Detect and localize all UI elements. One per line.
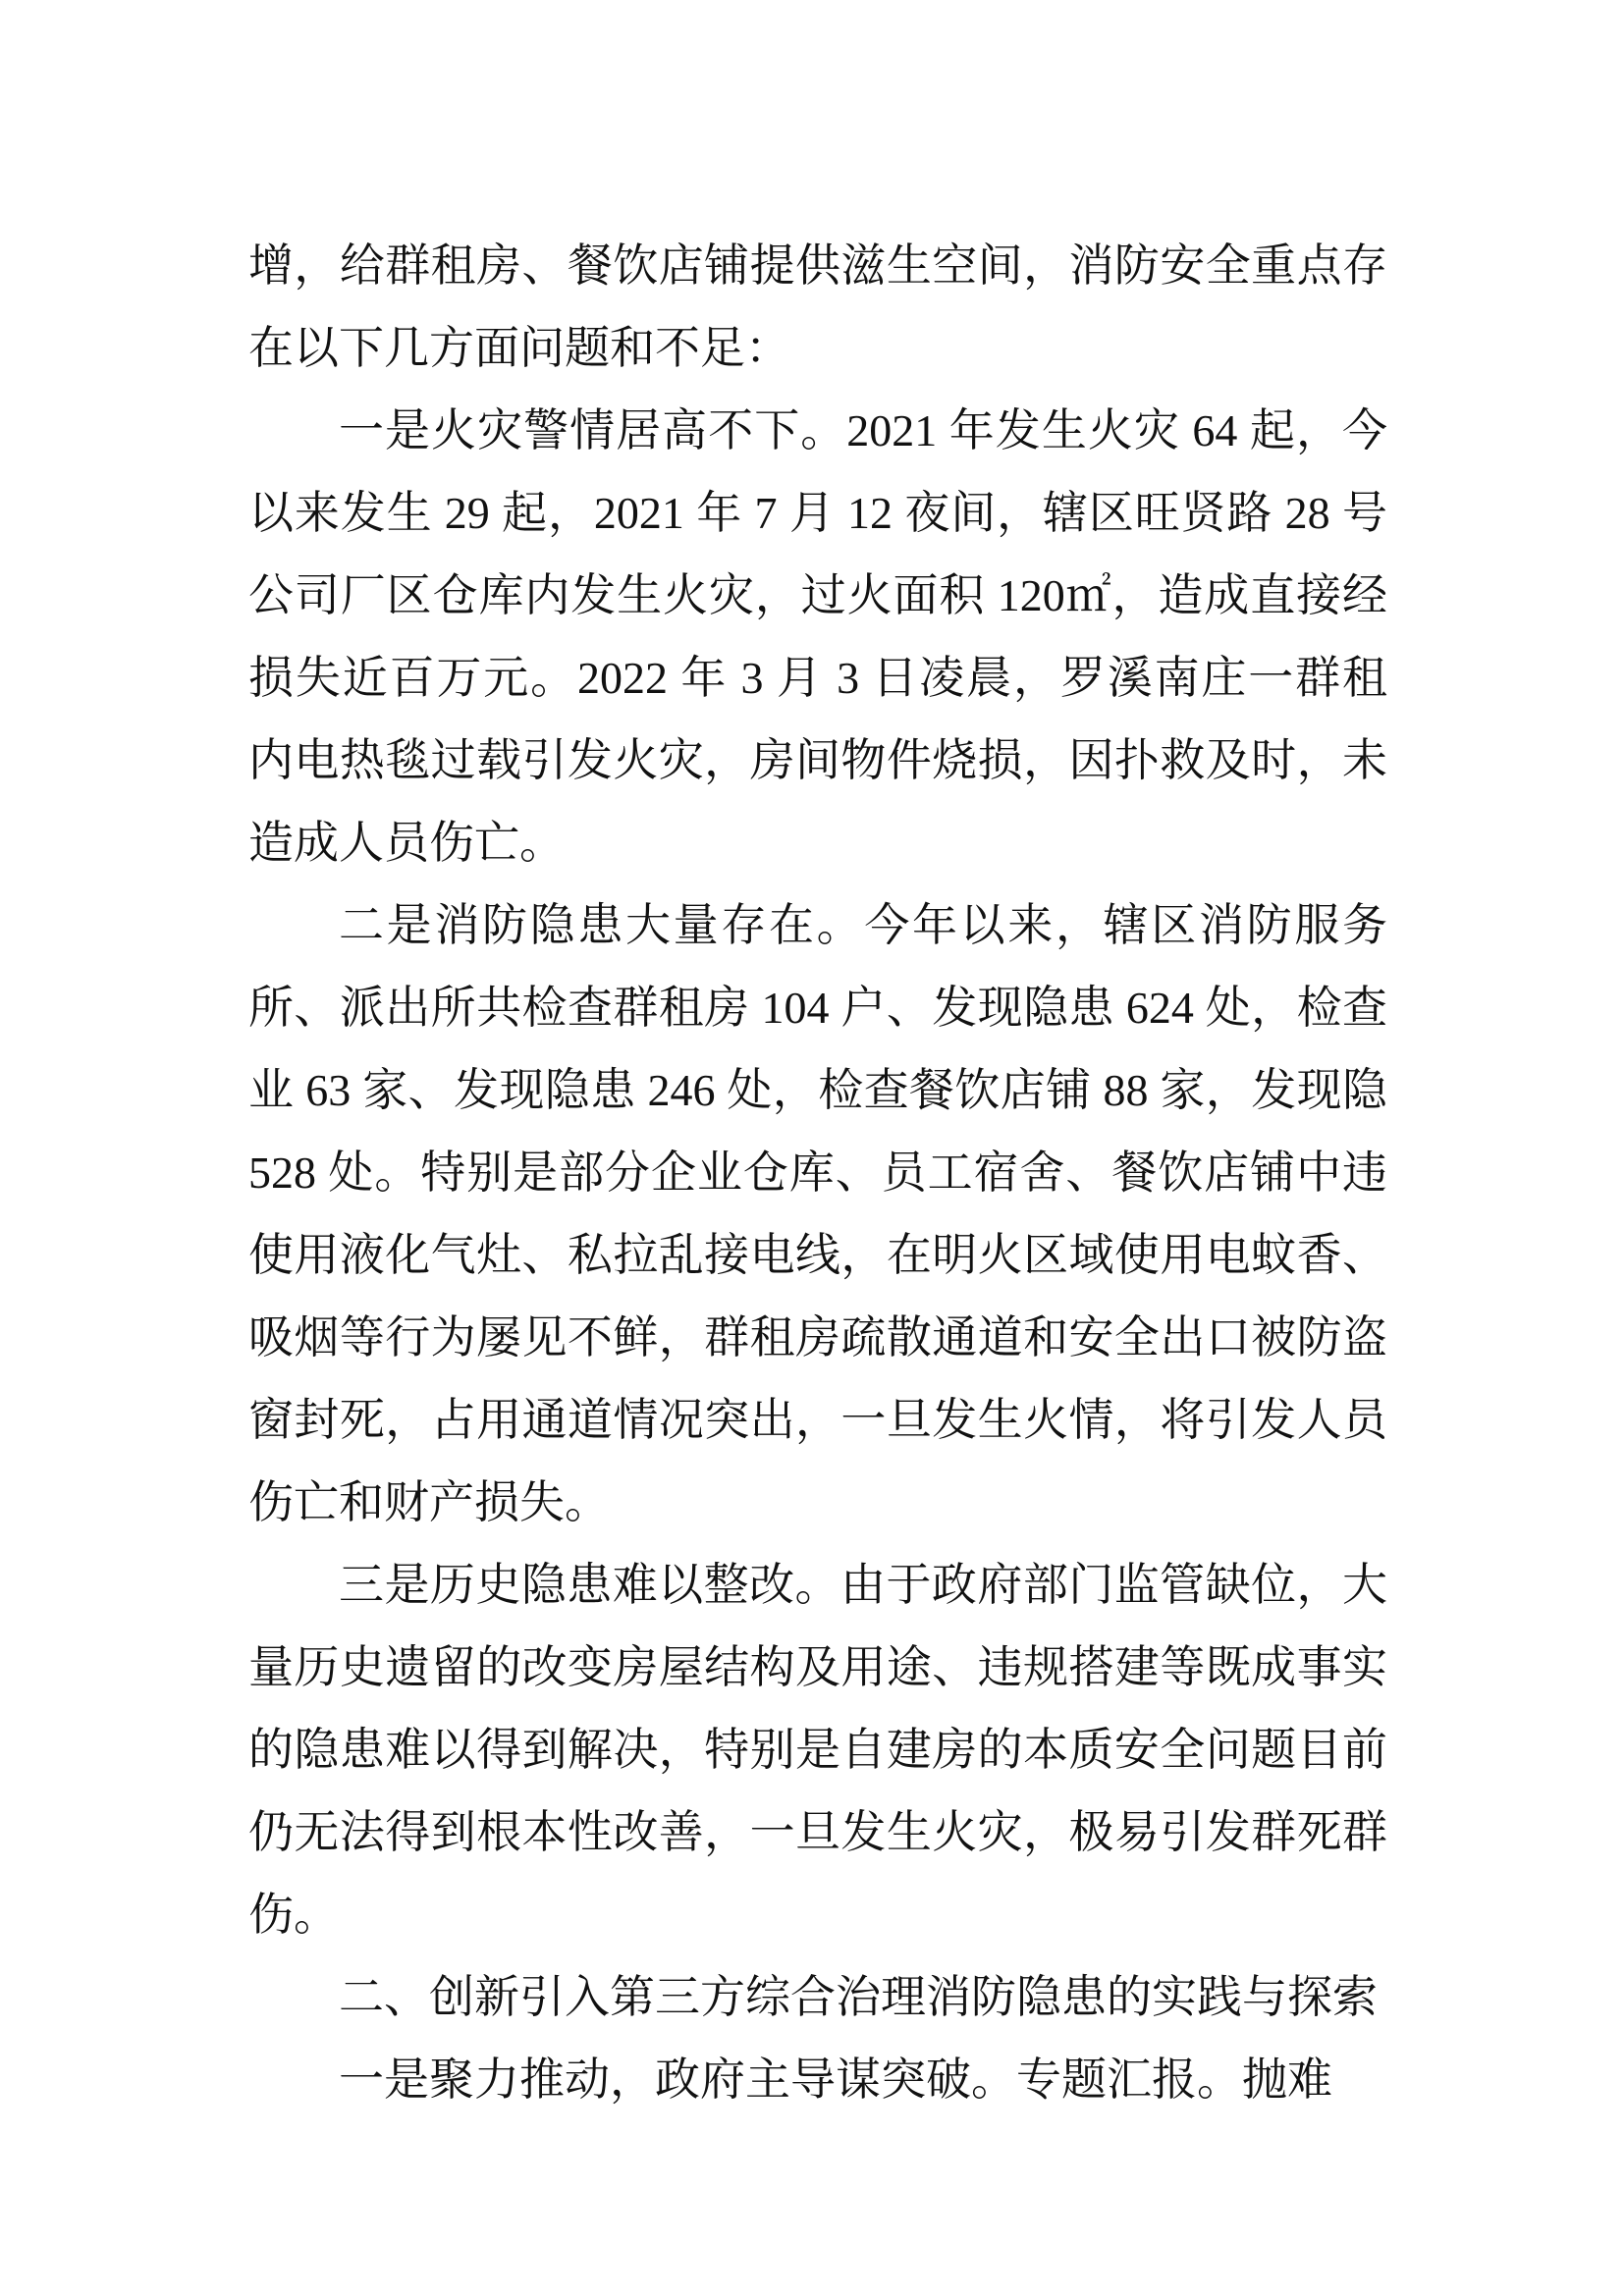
text-line: 二是消防隐患大量存在。今年以来，辖区消防服务 — [339, 900, 1387, 950]
text-line: 三是历史隐患难以整改。由于政府部门监管缺位，大 — [339, 1560, 1387, 1610]
document-body — [248, 225, 1387, 2121]
text-line: 仍无法得到根本性改善，一旦发生火灾，极易引发群死群 — [248, 1807, 1387, 1857]
text-line: 公司厂区仓库内发生火灾，过火面积 120㎡，造成直接经 — [248, 570, 1387, 620]
text-line: 一是火灾警情居高不下。2021 年发生火灾 64 起，今 — [339, 405, 1387, 455]
text-line: 内电热毯过载引发火灾，房间物件烧损，因扑救及时，未 — [248, 735, 1387, 785]
text-line: 伤。 — [248, 1890, 339, 1940]
text-line: 二、创新引入第三方综合治理消防隐患的实践与探索 — [339, 1972, 1378, 2022]
text-line: 业 63 家、发现隐患 246 处，检查餐饮店铺 88 家，发现隐 — [248, 1065, 1387, 1115]
text-line: 吸烟等行为屡见不鲜，群租房疏散通道和安全出口被防盗 — [248, 1312, 1387, 1362]
paragraph — [248, 225, 1387, 390]
text-line: 窗封死，占用通道情况突出，一旦发生火情，将引发人员 — [248, 1395, 1387, 1445]
text-line: 造成人员伤亡。 — [248, 818, 565, 868]
section-heading — [248, 1956, 1387, 2039]
paragraph — [248, 1544, 1387, 1956]
paragraph — [248, 2039, 1387, 2121]
text-line: 在以下几方面问题和不足： — [248, 323, 790, 373]
paragraph — [248, 884, 1387, 1544]
text-line: 增，给群租房、餐饮店铺提供滋生空间，消防安全重点存 — [248, 240, 1387, 291]
text-line: 一是聚力推动，政府主导谋突破。专题汇报。抛难 — [339, 2055, 1332, 2105]
text-line: 的隐患难以得到解决，特别是自建房的本质安全问题目前 — [248, 1725, 1387, 1775]
text-line: 量历史遗留的改变房屋结构及用途、违规搭建等既成事实 — [248, 1642, 1387, 1692]
text-line: 528 处。特别是部分企业仓库、员工宿舍、餐饮店铺中违 — [248, 1148, 1387, 1198]
paragraph — [248, 390, 1387, 884]
text-line: 所、派出所共检查群租房 104 户、发现隐患 624 处，检查 — [248, 983, 1387, 1033]
text-line: 使用液化气灶、私拉乱接电线，在明火区域使用电蚊香、 — [248, 1230, 1387, 1280]
text-line: 以来发生 29 起，2021 年 7 月 12 夜间，辖区旺贤路 28 号 — [248, 488, 1387, 538]
text-line: 伤亡和财产损失。 — [248, 1477, 610, 1527]
text-line: 损失近百万元。2022 年 3 月 3 日凌晨，罗溪南庄一群租 — [248, 653, 1387, 703]
